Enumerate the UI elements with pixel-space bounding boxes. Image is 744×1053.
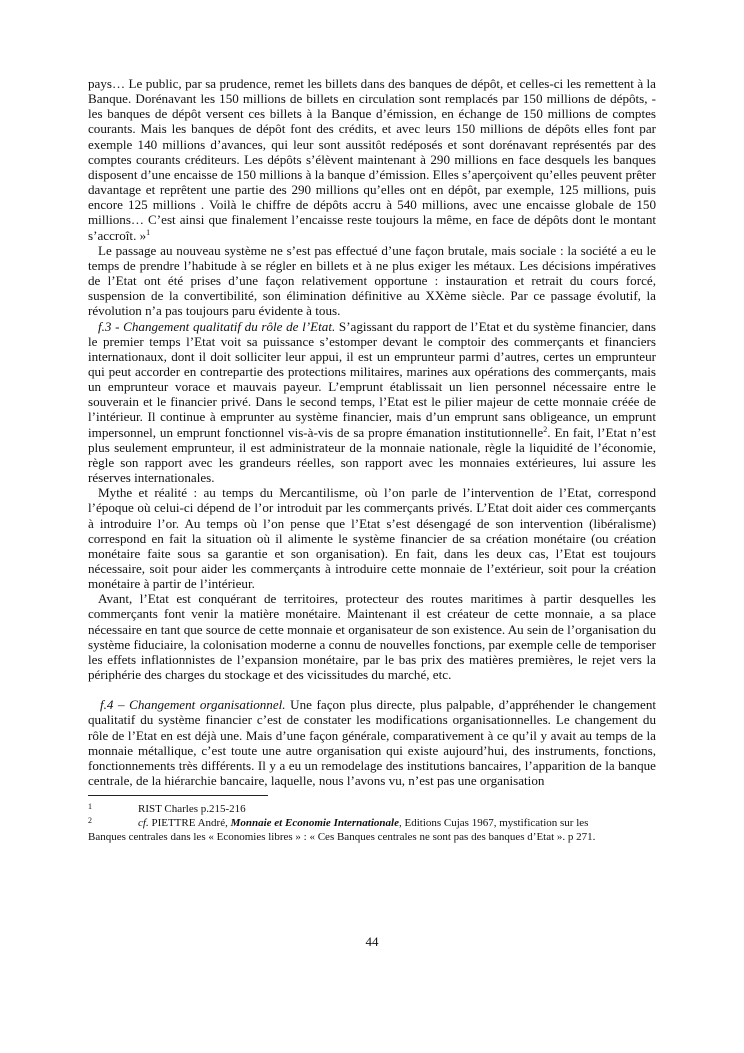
document-page xyxy=(88,76,656,949)
footnotes xyxy=(88,802,656,844)
footnote-ref-2[interactable]: 2 xyxy=(543,424,548,434)
paragraph-5: Avant, l’Etat est conquérant de territoires, protecteur des routes maritimes à partir desquelles les commerçants font venir la matière monétaire. Maintenant il est créateur de cette monnaie, a sa place nécessaire en tant que source de cette monnaie et organisateur de son existence. Au sein de l’organisation du système fiduciaire, la colonisation moderne a connu de nouvelles fonctions, par exemple celle de temporiser les effets inflationnistes de l’expansion monétaire, par le bas prix des matières premières, le rejet vers la périphérie des charges du stockage et des vicissitudes du marché, etc. xyxy=(88,591,656,683)
section-heading-f3: f.3 - Changement qualitatif du rôle de l’Etat. xyxy=(98,318,336,334)
paragraph-3: f.3 - Changement qualitatif du rôle de l’Etat. S’agissant du rapport de l’Etat et du système financier, dans le premier temps l’Etat voit sa puissance s’estomper devant le comptoir des commerçants et financiers internationaux, dont il doit solliciter leur appui, il est un emprunteur parmi d’autres, certes un emprunteur qui peut accorder en contrepartie des protections militaires, marines aux opérations des commerçants, mais un emprunteur vorace et mauvais payeur. L’emprunt établissait un lien personnel nécessaire entre le souverain et le financier privé. Dans le second temps, l’Etat est le pilier majeur de cette monnaie créée de l’intérieur. Il continue à emprunter au système financier, mais d’un emprunt sans obligeance, un emprunt impersonnel, un emprunt fonctionnel vis-à-vis de sa propre émanation institutionnelle$^2$. En fait, l’Etat n’est plus seulement emprunteur, il est administrateur de la monnaie nationale, règle la liquidité de l’économie, règle son rapport avec les grandeurs réelles, son rapport avec les monnaies extérieures, lui assure les réserves internationales. xyxy=(88,318,656,486)
footnote-separator xyxy=(88,795,268,796)
footnote-number: 2 xyxy=(88,816,92,826)
footnote-text: RIST Charles p.215-216 xyxy=(138,803,246,816)
footnote-2 xyxy=(88,816,656,830)
footnote-ref-1[interactable]: 1 xyxy=(146,227,151,237)
paragraph-6: f.4 – Changement organisationnel. Une façon plus directe, plus palpable, d’appréhender le changement qualitatif du système financier c’est de constater les modifications organisationnelles. Le changement du rôle de l’Etat en est déjà une. Mais d’une façon générale, comparativement à ce qu’il y avait au temps de la monnaie métallique, c’est toute une autre organisation qui existe aujourd’hui, des instruments, fonctions, fonctionnements très différents. Il y a eu un remodelage des institutions bancaires, l’apparition de la banque centrale, de la hiérarchie bancaire, laquelle, nous l’avons vu, n’est pas une organisation xyxy=(88,697,656,789)
footnote-number: 1 xyxy=(88,802,92,812)
cited-book-title: Monnaie et Economie Internationale xyxy=(230,817,399,830)
paragraph-4: Mythe et réalité : au temps du Mercantilisme, où l’on parle de l’intervention de l’Etat, correspond l’époque où celui-ci dépend de l’or introduit par les commerçants privés. L’Etat doit aider ces commerçants à introduire l’or. Au temps où l’on pense que l’Etat s’est désengagé de son intervention (libéralisme) correspond en fait la situation où il alimente le système financier de sa création monétaire (ou création monétaire faite sous sa garantie et son organisation). En fait, dans les deux cas, l’Etat est toujours nécessaire, soit pour aider les commerçants à introduire cette monnaie de l’extérieur, soit pour la création monétaire à partir de l’intérieur. xyxy=(88,485,656,592)
paragraph-2: Le passage au nouveau système ne s’est pas effectué d’une façon brutale, mais sociale : la société a eu le temps de prendre l’habitude à se régler en billets et à ne plus exiger les métaux. Les décisions impératives de l’Etat ont été prises d’une façon relativement opportune : instauration et retrait du cours forcé, suspension de la convertibilité, son élimination définitive au XXème siècle. Par ce passage évolutif, la révolution n’a pas toujours paru évidente à tous. xyxy=(88,242,656,319)
footnote-1 xyxy=(88,802,656,816)
page-number: 44 xyxy=(365,934,379,949)
section-heading-f4: f.4 – Changement organisationnel. xyxy=(100,697,286,713)
footnote-text: cf. PIETTRE André, Monnaie et Economie Internationale, Editions Cujas 1967, mystification sur les xyxy=(138,817,589,830)
paragraph-1: pays… Le public, par sa prudence, remet les billets dans des banques de dépôt, et celles-ci les remettent à la Banque. Dorénavant les 150 millions de billets en circulation sont remplacés par 150 millions de dépôts, - les banques de dépôt versent ces billets à la Banque d’émission, en échange de 150 millions de comptes courants. Mais les banques de dépôt font des crédits, et avec leurs 150 millions de dépôts elles font par exemple 140 millions d’avances, qui leur sont aussitôt redéposés et sont dorénavant représentés par des comptes courants créditeurs. Les dépôts s’élèvent maintenant à 290 millions en face desquels les banques disposent d’une encaisse de 150 millions à la banque d’émission. Elles s’aperçoivent qu’elles peuvent prêter davantage et reprêtent une partie des 290 millions qu’elles ont en dépôt, par exemple, 125 millions, puis encore 125 millions . Voilà le chiffre de dépôts accru à 540 millions, avec une encaisse globale de 150 millions… C’est ainsi que finalement l’encaisse reste toujours la même, en face de dépôts dont le montant s’accroît. »$^1$ xyxy=(88,76,656,243)
footnote-2-continuation: Banques centrales dans les « Economies libres » : « Ces Banques centrales ne sont pas des banques d’Etat ». p 271. xyxy=(88,831,596,844)
